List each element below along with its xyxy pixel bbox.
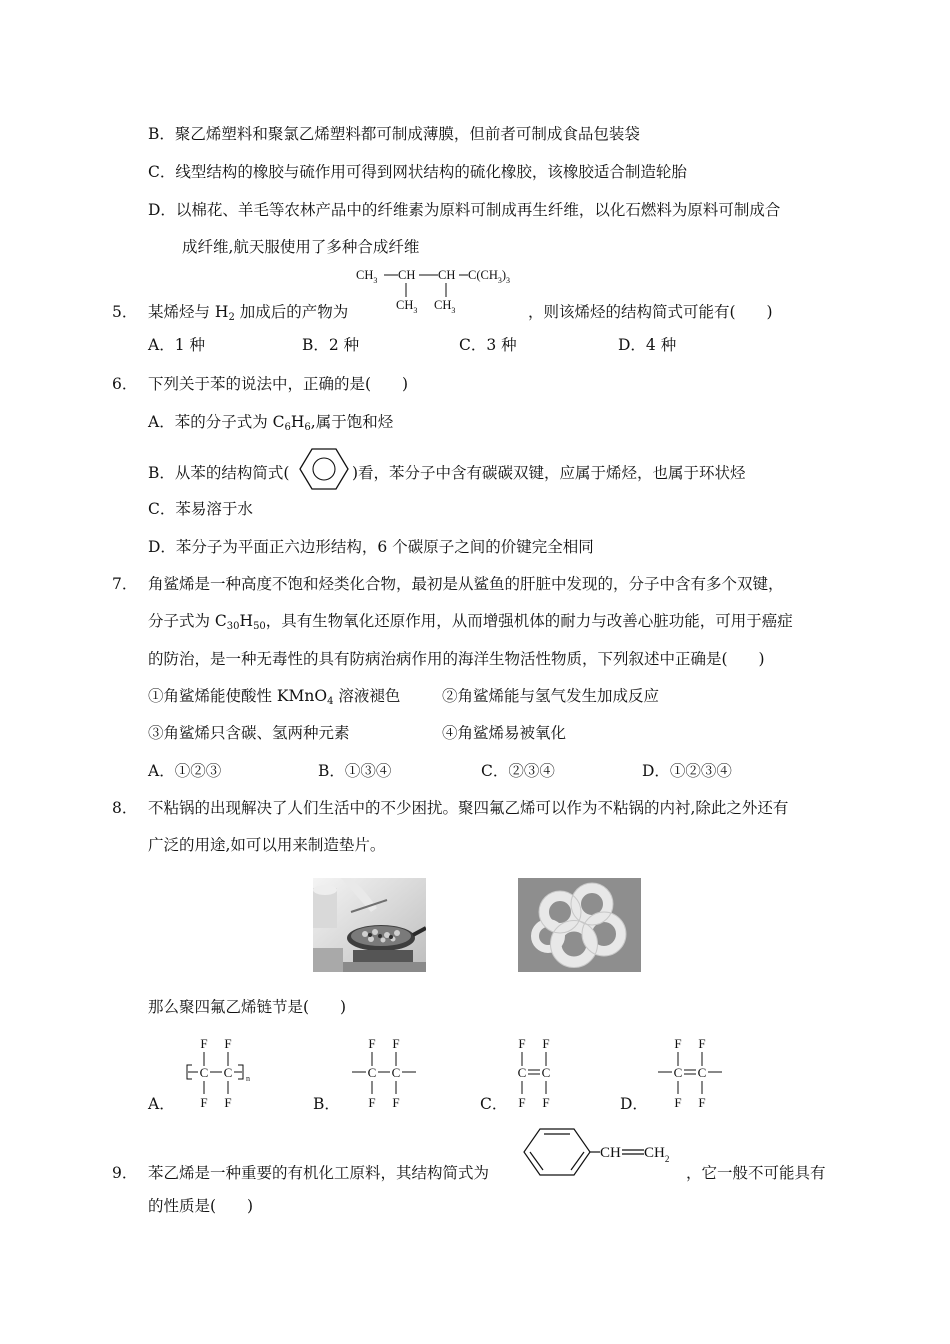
q6-option-c: C．苯易溶于水	[148, 500, 253, 518]
svg-text:F: F	[518, 1036, 526, 1051]
q7-option-d: D．①②③④	[642, 762, 732, 780]
svg-text:C: C	[199, 1065, 209, 1080]
q9-stem-end: ，它一般不可能具有	[686, 1164, 826, 1182]
svg-text:CH3: $CH_3$	[356, 268, 378, 285]
svg-text:F: F	[698, 1036, 706, 1051]
svg-text:F: F	[674, 1036, 682, 1051]
q5-option-a: A．1 种	[148, 336, 205, 354]
q7-statement-1: ①角鲨烯能使酸性 KMnO$_4$ 溶液褪色	[148, 687, 401, 707]
svg-text:C: C	[223, 1065, 233, 1080]
q6-option-d: D．苯分子为平面正六边形结构，6 个碳原子之间的价键完全相同	[148, 538, 594, 556]
q5-stem-end: ，则该烯烃的结构简式可能有( )	[528, 303, 773, 321]
q6-option-b-start: B．从苯的结构简式(	[148, 464, 290, 482]
q8-line3: 那么聚四氟乙烯链节是( )	[148, 998, 347, 1016]
q5-option-c: C．3 种	[459, 336, 517, 354]
q8-option-b-structure	[350, 1034, 422, 1114]
svg-text:F: F	[674, 1095, 682, 1110]
q8-option-c-structure	[500, 1034, 572, 1114]
q7-statement-3: ③角鲨烯只含碳、氢两种元素	[148, 724, 350, 742]
svg-text:F: F	[200, 1095, 208, 1110]
svg-text:C: C	[367, 1065, 377, 1080]
q8-option-a-structure	[182, 1034, 254, 1114]
q7-line2: 分子式为 $C_{30}H_{50}$，具有生物氧化还原作用，从而增强机体的耐力与改善心脏功能，可用于癌症	[148, 612, 793, 632]
q7-number: 7．	[112, 575, 138, 593]
svg-text:C: C	[697, 1065, 707, 1080]
svg-text:CH2: $CH_2$	[644, 1145, 670, 1164]
q7-line1: 角鲨烯是一种高度不饱和烃类化合物，最初是从鲨鱼的肝脏中发现的，分子中含有多个双键，	[148, 575, 784, 593]
svg-text:C(CH3)3: $C(CH_3)_3$	[468, 268, 511, 285]
ptfe-gasket-photo	[518, 878, 641, 972]
q7-option-c: C．②③④	[481, 762, 555, 780]
q5-stem-start: 某烯烃与 $H_2$ 加成后的产物为	[148, 303, 349, 323]
q7-options	[0, 761, 950, 781]
q4-option-c: C．线型结构的橡胶与硫作用可得到网状结构的硫化橡胶，该橡胶适合制造轮胎	[148, 163, 687, 181]
benzene-ring-icon	[298, 446, 350, 492]
svg-text:F: F	[368, 1036, 376, 1051]
svg-text:C: C	[541, 1065, 551, 1080]
svg-text:CH: CH	[438, 268, 456, 282]
q8-option-c-label: C．	[480, 1095, 508, 1113]
svg-text:F: F	[542, 1095, 550, 1110]
q8-number: 8．	[112, 799, 138, 817]
svg-text:F: F	[392, 1095, 400, 1110]
q4-option-d-line1: D．以棉花、羊毛等农林产品中的纤维素为原料可制成再生纤维，以化石燃料为原料可制成合	[148, 201, 781, 219]
q4-option-d-line2: 成纤维,航天服使用了多种合成纤维	[182, 238, 420, 256]
q8-option-a-label: A．	[148, 1095, 175, 1113]
q5-option-b: B．2 种	[302, 336, 360, 354]
svg-text:C: C	[673, 1065, 683, 1080]
q6-stem: 下列关于苯的说法中，正确的是( )	[148, 375, 409, 393]
q8-option-d-structure	[656, 1034, 728, 1114]
q7-statement-4: ④角鲨烯易被氧化	[442, 724, 567, 742]
q5-option-d: D．4 种	[618, 336, 677, 354]
q5-number: 5．	[112, 303, 138, 321]
benzene-ring-icon	[524, 1129, 590, 1175]
q7-option-a: A．①②③	[148, 762, 222, 780]
svg-text:F: F	[392, 1036, 400, 1051]
q8-option-d-label: D．	[620, 1095, 648, 1113]
q9-number: 9．	[112, 1164, 138, 1182]
svg-text:CH: CH	[398, 268, 416, 282]
q7-statement-2: ②角鲨烯能与氢气发生加成反应	[442, 687, 660, 705]
svg-text:F: F	[518, 1095, 526, 1110]
q9-stem-start: 苯乙烯是一种重要的有机化工原料，其结构简式为	[148, 1164, 490, 1182]
q5-structure-formula	[352, 264, 532, 320]
q8-option-b-label: B．	[313, 1095, 340, 1113]
svg-text:C: C	[391, 1065, 401, 1080]
svg-text:F: F	[224, 1036, 232, 1051]
svg-text:F: F	[200, 1036, 208, 1051]
svg-text:n: n	[246, 1074, 250, 1083]
q8-line2: 广泛的用途,如可以用来制造垫片。	[148, 836, 386, 854]
q6-option-a: A．苯的分子式为 $C_6H_6$,属于饱和烃	[148, 413, 394, 433]
q4-option-b: B．聚乙烯塑料和聚氯乙烯塑料都可制成薄膜，但前者可制成食品包装袋	[148, 125, 640, 143]
svg-text:F: F	[224, 1095, 232, 1110]
q6-number: 6．	[112, 375, 138, 393]
q7-line3: 的防治，是一种无毒性的具有防病治病作用的海洋生物活性物质，下列叙述中正确是( )	[148, 650, 765, 668]
nonstick-pan-photo	[313, 878, 426, 972]
svg-text:F: F	[698, 1095, 706, 1110]
svg-text:F: F	[368, 1095, 376, 1110]
q6-option-b-end: )看，苯分子中含有碳碳双键，应属于烯烃，也属于环状烃	[352, 464, 746, 482]
svg-text:F: F	[542, 1036, 550, 1051]
q9-line2: 的性质是( )	[148, 1197, 254, 1215]
svg-text:CH: CH	[600, 1145, 621, 1161]
q7-option-b: B．①③④	[318, 762, 392, 780]
q8-line1: 不粘锅的出现解决了人们生活中的不少困扰。聚四氟乙烯可以作为不粘锅的内衬,除此之外还有	[148, 799, 789, 817]
q5-options	[0, 335, 950, 355]
svg-text:C: C	[517, 1065, 527, 1080]
svg-text:CH3: $CH_3$	[434, 298, 456, 315]
svg-text:CH3: $CH_3$	[396, 298, 418, 315]
styrene-structure	[522, 1126, 684, 1178]
